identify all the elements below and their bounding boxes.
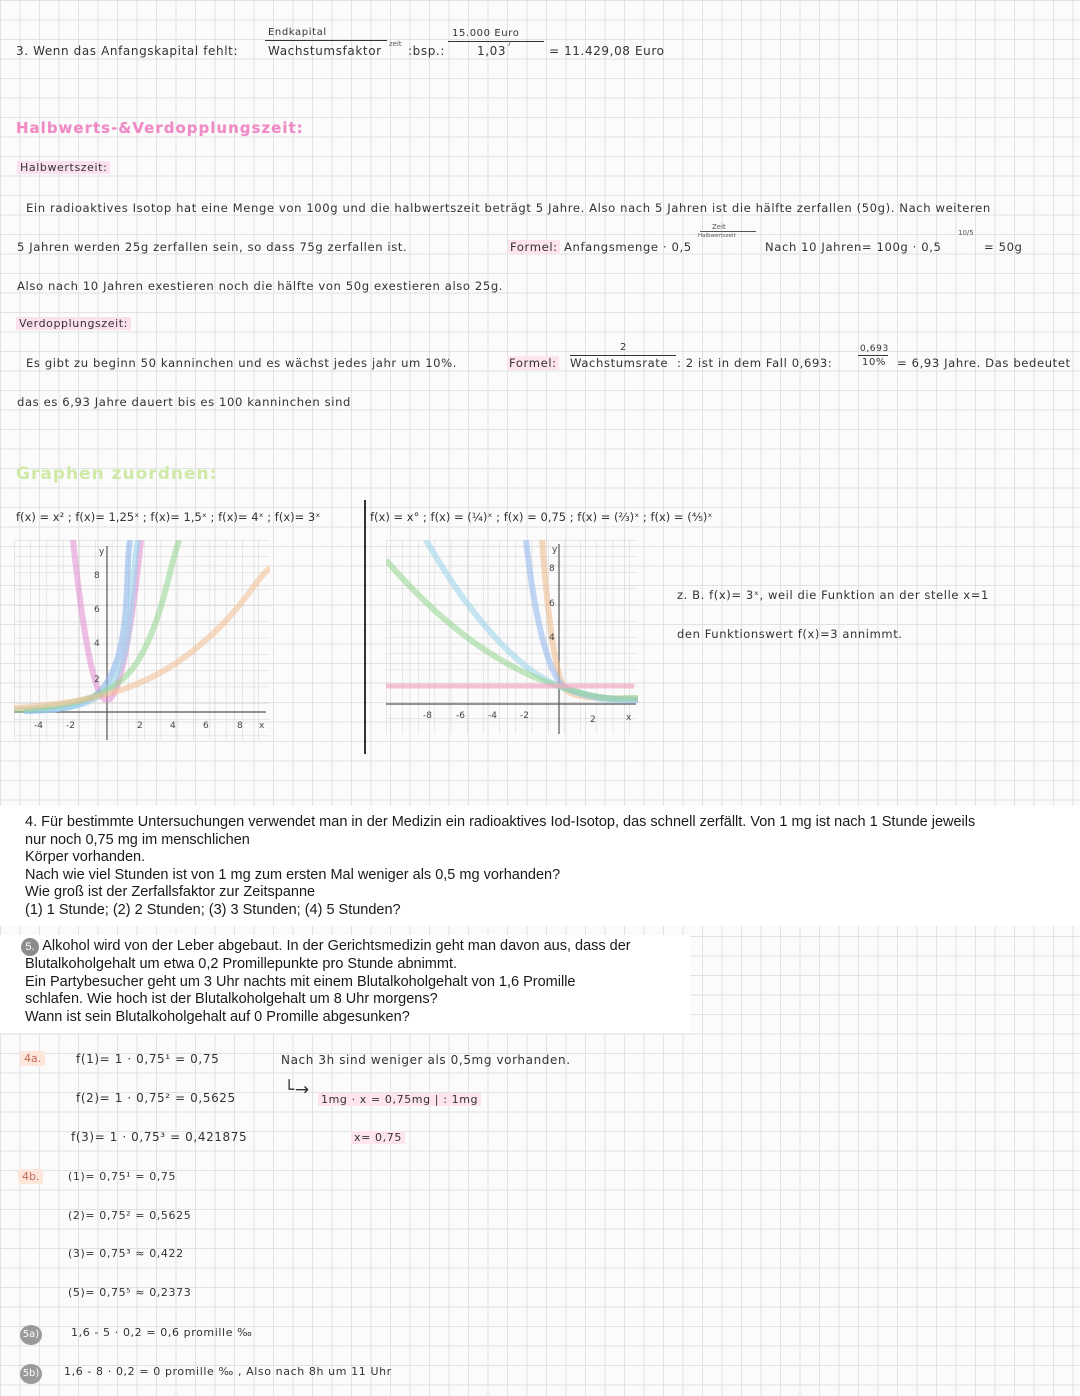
y-tick: 6 bbox=[94, 605, 100, 615]
solution-5b: 1,6 - 8 · 0,2 = 0 promille ‰ , Also nach 8h um 11 Uhr bbox=[64, 1365, 392, 1378]
task5-line: Wann ist sein Blutalkoholgehalt auf 0 Promille abgesunken? bbox=[25, 1008, 410, 1025]
label-verdopplungszeit: Verdopplungszeit: bbox=[16, 317, 131, 330]
solution-4b-line: (1)= 0,75¹ = 0,75 bbox=[68, 1170, 177, 1183]
half-exp-den: Halbwertszeit bbox=[698, 233, 736, 239]
formel-label: Formel: bbox=[510, 240, 558, 254]
double-ex-num: 0,693 bbox=[860, 344, 889, 354]
solution-4b-line: (5)= 0,75⁵ ≈ 0,2373 bbox=[68, 1286, 192, 1299]
fraction-bar bbox=[700, 231, 756, 232]
graph-grid bbox=[386, 540, 638, 734]
x-label: x bbox=[626, 713, 632, 723]
task4-line: Wie groß ist der Zerfallsfaktor zur Zeitspanne bbox=[25, 884, 316, 901]
half-exp-num: Zeit bbox=[712, 223, 726, 231]
y-label: y bbox=[552, 545, 558, 555]
task-5 bbox=[21, 938, 701, 1026]
double-paragraph-1: Es gibt zu beginn 50 kanninchen und es wächst jedes jahr um 10%. bbox=[26, 356, 458, 370]
x-tick: 6 bbox=[203, 721, 209, 731]
half-paragraph-2: 5 Jahren werden 25g zerfallen sein, so dass 75g zerfallen ist. bbox=[17, 240, 408, 254]
solution-4a-x: x= 0,75 bbox=[351, 1131, 405, 1144]
formel-label-2: Formel: bbox=[509, 356, 557, 370]
solution-5b-badge bbox=[20, 1361, 42, 1384]
task4-line: Nach wie viel Stunden ist von 1 mg zum ersten Mal weniger als 0,5 mg vorhanden? bbox=[25, 866, 561, 883]
line3-bsp: :bsp.: bbox=[408, 44, 445, 58]
x-tick: -2 bbox=[520, 711, 529, 721]
right-graph bbox=[386, 540, 638, 734]
solution-4a-f3: f(3)= 1 · 0,75³ = 0,421875 bbox=[71, 1130, 248, 1144]
left-graph bbox=[14, 540, 270, 740]
fraction-bar bbox=[265, 40, 387, 41]
fraction-bar bbox=[858, 355, 888, 356]
solution-4a-f1: f(1)= 1 · 0,75¹ = 0,75 bbox=[76, 1052, 220, 1066]
line3-ex-exp: 7 bbox=[507, 40, 512, 48]
half-paragraph-3: Also nach 10 Jahren exestieren noch die hälfte von 50g exestieren also 25g. bbox=[17, 279, 504, 293]
line3-ex-num: 15.000 Euro bbox=[452, 28, 520, 39]
task5-number: 5. bbox=[21, 938, 39, 956]
graph-note-1: z. B. f(x)= 3ˣ, weil die Funktion an der stelle x=1 bbox=[677, 588, 989, 602]
half-example-result: = 50g bbox=[984, 240, 1023, 254]
half-formula: Anfangsmenge · 0,5 bbox=[563, 240, 692, 254]
line3-ex-den: 1,03 bbox=[477, 44, 507, 58]
y-tick: 2 bbox=[94, 675, 100, 685]
label-halbwertszeit: Halbwertszeit: bbox=[17, 161, 110, 174]
x-tick: -4 bbox=[34, 721, 43, 731]
solution-4a-note: Nach 3h sind weniger als 0,5mg vorhanden. bbox=[281, 1053, 571, 1067]
task-4 bbox=[25, 814, 1065, 920]
task4-line: 4. Für bestimmte Untersuchungen verwendet man in der Medizin ein radioaktives Iod-Isotop, das schnell zerfällt. Von 1 mg ist nach 1 Stunde jeweils bbox=[25, 814, 976, 830]
solution-4b-label: 4b. bbox=[18, 1169, 43, 1184]
task5-line: Alkohol wird von der Leber abgebaut. In der Gerichtsmedizin geht man davon aus, dass der bbox=[42, 938, 631, 954]
double-mid: : 2 ist in dem Fall 0,693: bbox=[677, 356, 833, 370]
task4-line: nur noch 0,75 mg im menschlichen bbox=[25, 831, 250, 848]
y-label: y bbox=[99, 547, 105, 557]
solution-5a-label: 5a) bbox=[20, 1325, 42, 1345]
y-tick: 6 bbox=[549, 599, 555, 609]
half-example: Nach 10 Jahren= 100g · 0,5 bbox=[765, 240, 942, 254]
y-tick: 8 bbox=[549, 564, 555, 574]
half-example-exp: 10/5 bbox=[958, 229, 974, 237]
graph-note-2: den Funktionswert f(x)=3 annimmt. bbox=[677, 627, 903, 641]
task4-line: Körper vorhanden. bbox=[25, 849, 146, 866]
x-tick: 8 bbox=[237, 721, 243, 731]
divider-line bbox=[364, 500, 366, 754]
y-tick: 4 bbox=[549, 633, 555, 643]
solution-5a: 1,6 - 5 · 0,2 = 0,6 promille ‰ bbox=[71, 1326, 253, 1339]
y-tick: 8 bbox=[94, 571, 100, 581]
fraction-bar bbox=[448, 41, 544, 42]
solution-4a-eq: 1mg · x = 0,75mg | : 1mg bbox=[318, 1093, 481, 1106]
solution-4a-label: 4a. bbox=[20, 1051, 45, 1066]
double-formel bbox=[507, 356, 559, 370]
x-tick: -6 bbox=[456, 711, 465, 721]
double-formula-den: Wachstumsrate bbox=[570, 356, 669, 370]
double-result: = 6,93 Jahre. Das bedeutet bbox=[897, 356, 1071, 370]
x-label: x bbox=[259, 721, 265, 731]
x-tick: -4 bbox=[488, 711, 497, 721]
section-title-halbwert: Halbwerts-&Verdopplungszeit: bbox=[16, 119, 304, 137]
line3-frac-num: Endkapital bbox=[268, 27, 327, 38]
left-function-list: f(x) = x² ; f(x)= 1,25ˣ ; f(x)= 1,5ˣ ; f(x)= 4ˣ ; f(x)= 3ˣ bbox=[16, 510, 321, 524]
half-paragraph-1: Ein radioaktives Isotop hat eine Menge von 100g und die halbwertszeit beträgt 5 Jahre. Also nach 5 Jahren ist die hälfte zerfallen (50g). Nach weiteren bbox=[26, 201, 991, 215]
solution-4b-line: (3)= 0,75³ ≈ 0,422 bbox=[68, 1247, 184, 1260]
right-function-list: f(x) = x° ; f(x) = (¼)ˣ ; f(x) = 0,75 ; f(x) = (⅔)ˣ ; f(x) = (⅘)ˣ bbox=[370, 510, 713, 524]
line3-frac-exp: zeit bbox=[389, 40, 402, 48]
x-tick: 2 bbox=[590, 715, 596, 725]
double-formula-num: 2 bbox=[620, 342, 627, 353]
task5-line: Ein Partybesucher geht um 3 Uhr nachts mit einem Blutalkoholgehalt von 1,6 Promille bbox=[25, 973, 576, 990]
task5-line: schlafen. Wie hoch ist der Blutalkoholgehalt um 8 Uhr morgens? bbox=[25, 991, 438, 1008]
double-paragraph-2: das es 6,93 Jahre dauert bis es 100 kanninchen sind bbox=[17, 395, 352, 409]
x-tick: 4 bbox=[170, 721, 176, 731]
line3-text: 3. Wenn das Anfangskapital fehlt: bbox=[16, 44, 239, 58]
formula-group bbox=[508, 240, 692, 254]
solution-5a-badge bbox=[20, 1322, 42, 1345]
x-tick: -2 bbox=[66, 721, 75, 731]
x-tick: -8 bbox=[423, 711, 432, 721]
task4-line: (1) 1 Stunde; (2) 2 Stunden; (3) 3 Stunden; (4) 5 Stunden? bbox=[25, 901, 401, 918]
x-tick: 2 bbox=[137, 721, 143, 731]
solution-4b-line: (2)= 0,75² = 0,5625 bbox=[68, 1209, 192, 1222]
line3-frac-den: Wachstumsfaktor bbox=[268, 44, 382, 58]
solution-4a-f2: f(2)= 1 · 0,75² = 0,5625 bbox=[76, 1091, 236, 1105]
double-ex-den: 10% bbox=[862, 357, 887, 368]
task5-line: Blutalkoholgehalt um etwa 0,2 Promillepunkte pro Stunde abnimmt. bbox=[25, 956, 458, 972]
solution-5b-label: 5b) bbox=[20, 1364, 42, 1384]
line3-result: = 11.429,08 Euro bbox=[549, 44, 665, 58]
solution-4a-arrow: └→ bbox=[284, 1080, 310, 1100]
section-title-graphen: Graphen zuordnen: bbox=[16, 464, 218, 484]
y-tick: 4 bbox=[94, 639, 100, 649]
